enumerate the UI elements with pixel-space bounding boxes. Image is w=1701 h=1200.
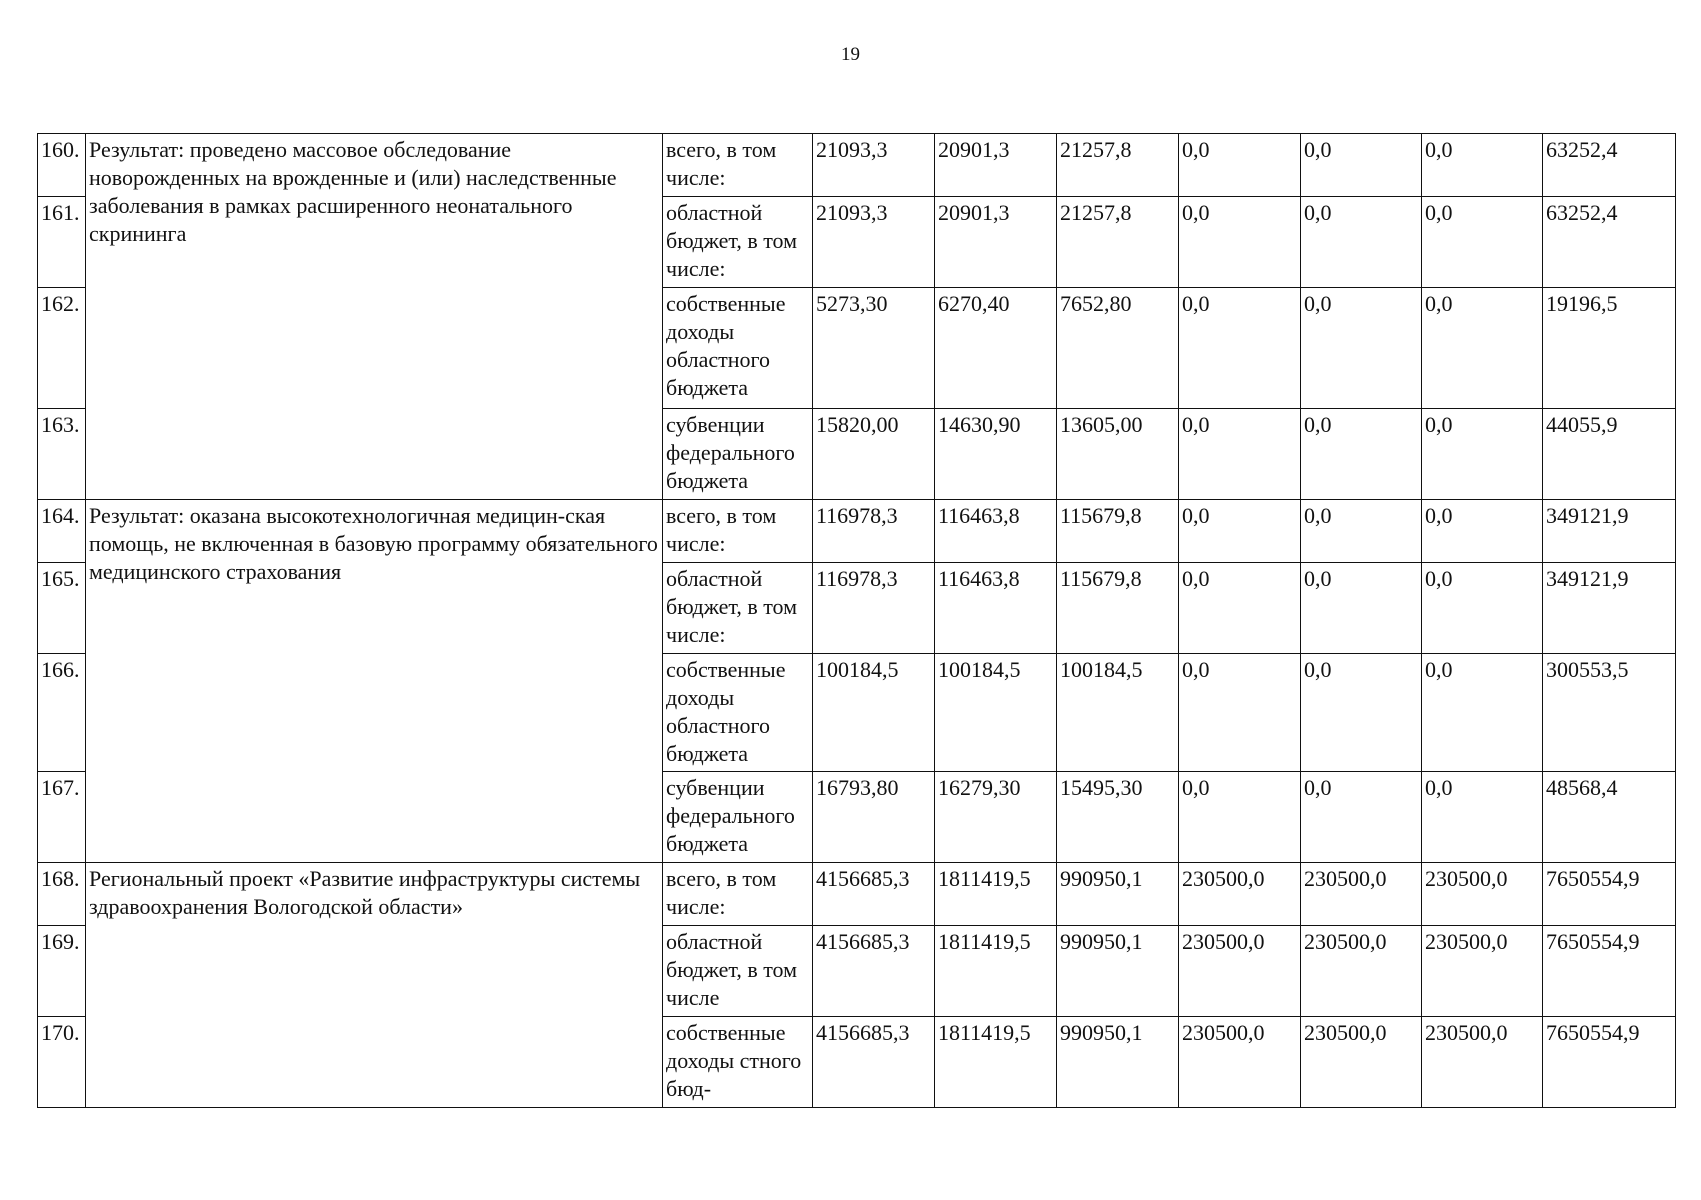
row-number: 168. xyxy=(38,863,86,926)
value-cell: 0,0 xyxy=(1422,288,1543,409)
value-cell: 0,0 xyxy=(1422,197,1543,288)
row-number: 160. xyxy=(38,134,86,197)
value-cell: 116978,3 xyxy=(813,500,935,563)
value-cell: 6270,40 xyxy=(935,288,1057,409)
total-cell: 48568,4 xyxy=(1543,772,1676,863)
group-description: Результат: проведено массовое обследование новорожденных на врожденные и (или) наследственные заболевания в рамках расширенного неонатального скрининга xyxy=(86,134,663,500)
row-number: 164. xyxy=(38,500,86,563)
value-cell: 0,0 xyxy=(1179,500,1301,563)
total-cell: 349121,9 xyxy=(1543,500,1676,563)
group-description: Региональный проект «Развитие инфраструктуры системы здравоохранения Вологодской области» xyxy=(86,863,663,1108)
value-cell: 100184,5 xyxy=(1057,654,1179,772)
table-row xyxy=(38,500,1676,563)
value-cell: 230500,0 xyxy=(1301,926,1422,1017)
value-cell: 0,0 xyxy=(1422,134,1543,197)
total-cell: 7650554,9 xyxy=(1543,926,1676,1017)
total-cell: 19196,5 xyxy=(1543,288,1676,409)
group-description: Результат: оказана высокотехнологичная медицин-ская помощь, не включенная в базовую программу обязательного медицинского страхования xyxy=(86,500,663,863)
value-cell: 116463,8 xyxy=(935,500,1057,563)
row-number: 170. xyxy=(38,1017,86,1108)
value-cell: 1811419,5 xyxy=(935,926,1057,1017)
total-cell: 63252,4 xyxy=(1543,134,1676,197)
value-cell: 0,0 xyxy=(1422,500,1543,563)
value-cell: 0,0 xyxy=(1301,197,1422,288)
table-row xyxy=(38,863,1676,926)
value-cell: 100184,5 xyxy=(935,654,1057,772)
value-cell: 0,0 xyxy=(1179,563,1301,654)
value-cell: 0,0 xyxy=(1179,197,1301,288)
value-cell: 20901,3 xyxy=(935,134,1057,197)
value-cell: 0,0 xyxy=(1301,500,1422,563)
value-cell: 115679,8 xyxy=(1057,563,1179,654)
row-number: 169. xyxy=(38,926,86,1017)
value-cell: 0,0 xyxy=(1301,288,1422,409)
value-cell: 116978,3 xyxy=(813,563,935,654)
total-cell: 7650554,9 xyxy=(1543,1017,1676,1108)
value-cell: 100184,5 xyxy=(813,654,935,772)
value-cell: 0,0 xyxy=(1301,134,1422,197)
value-cell: 0,0 xyxy=(1422,563,1543,654)
row-number: 162. xyxy=(38,288,86,409)
value-cell: 4156685,3 xyxy=(813,863,935,926)
value-cell: 230500,0 xyxy=(1422,926,1543,1017)
value-cell: 21257,8 xyxy=(1057,197,1179,288)
value-cell: 14630,90 xyxy=(935,409,1057,500)
value-cell: 0,0 xyxy=(1179,654,1301,772)
table-body xyxy=(38,134,1676,1108)
funding-source: областной бюджет, в том числе xyxy=(663,926,813,1017)
value-cell: 7652,80 xyxy=(1057,288,1179,409)
value-cell: 230500,0 xyxy=(1422,863,1543,926)
value-cell: 0,0 xyxy=(1301,654,1422,772)
funding-source: областной бюджет, в том числе: xyxy=(663,563,813,654)
value-cell: 4156685,3 xyxy=(813,1017,935,1108)
value-cell: 1811419,5 xyxy=(935,863,1057,926)
value-cell: 4156685,3 xyxy=(813,926,935,1017)
page-number: 19 xyxy=(841,44,860,65)
value-cell: 230500,0 xyxy=(1179,926,1301,1017)
value-cell: 0,0 xyxy=(1179,409,1301,500)
value-cell: 0,0 xyxy=(1179,772,1301,863)
value-cell: 0,0 xyxy=(1301,409,1422,500)
row-number: 167. xyxy=(38,772,86,863)
value-cell: 0,0 xyxy=(1301,563,1422,654)
value-cell: 990950,1 xyxy=(1057,863,1179,926)
budget-table xyxy=(37,133,1676,1108)
value-cell: 5273,30 xyxy=(813,288,935,409)
value-cell: 115679,8 xyxy=(1057,500,1179,563)
total-cell: 300553,5 xyxy=(1543,654,1676,772)
value-cell: 230500,0 xyxy=(1422,1017,1543,1108)
value-cell: 230500,0 xyxy=(1301,863,1422,926)
value-cell: 1811419,5 xyxy=(935,1017,1057,1108)
value-cell: 116463,8 xyxy=(935,563,1057,654)
value-cell: 230500,0 xyxy=(1301,1017,1422,1108)
total-cell: 7650554,9 xyxy=(1543,863,1676,926)
row-number: 166. xyxy=(38,654,86,772)
row-number: 165. xyxy=(38,563,86,654)
value-cell: 0,0 xyxy=(1179,134,1301,197)
value-cell: 230500,0 xyxy=(1179,863,1301,926)
value-cell: 16279,30 xyxy=(935,772,1057,863)
value-cell: 21093,3 xyxy=(813,197,935,288)
value-cell: 990950,1 xyxy=(1057,1017,1179,1108)
value-cell: 15495,30 xyxy=(1057,772,1179,863)
funding-source: всего, в том числе: xyxy=(663,134,813,197)
funding-source: собственные доходы областного бюджета xyxy=(663,288,813,409)
table-row xyxy=(38,134,1676,197)
funding-source: всего, в том числе: xyxy=(663,863,813,926)
value-cell: 0,0 xyxy=(1422,772,1543,863)
value-cell: 0,0 xyxy=(1179,288,1301,409)
total-cell: 44055,9 xyxy=(1543,409,1676,500)
row-number: 163. xyxy=(38,409,86,500)
value-cell: 20901,3 xyxy=(935,197,1057,288)
funding-source: субвенции федерального бюджета xyxy=(663,409,813,500)
value-cell: 21257,8 xyxy=(1057,134,1179,197)
funding-source: всего, в том числе: xyxy=(663,500,813,563)
funding-source: собственные доходы стного бюд- xyxy=(663,1017,813,1108)
value-cell: 0,0 xyxy=(1422,409,1543,500)
value-cell: 0,0 xyxy=(1301,772,1422,863)
total-cell: 349121,9 xyxy=(1543,563,1676,654)
row-number: 161. xyxy=(38,197,86,288)
funding-source: областной бюджет, в том числе: xyxy=(663,197,813,288)
value-cell: 13605,00 xyxy=(1057,409,1179,500)
value-cell: 0,0 xyxy=(1422,654,1543,772)
value-cell: 16793,80 xyxy=(813,772,935,863)
value-cell: 990950,1 xyxy=(1057,926,1179,1017)
funding-source: субвенции федерального бюджета xyxy=(663,772,813,863)
total-cell: 63252,4 xyxy=(1543,197,1676,288)
value-cell: 230500,0 xyxy=(1179,1017,1301,1108)
funding-source: собственные доходы областного бюджета xyxy=(663,654,813,772)
value-cell: 15820,00 xyxy=(813,409,935,500)
value-cell: 21093,3 xyxy=(813,134,935,197)
